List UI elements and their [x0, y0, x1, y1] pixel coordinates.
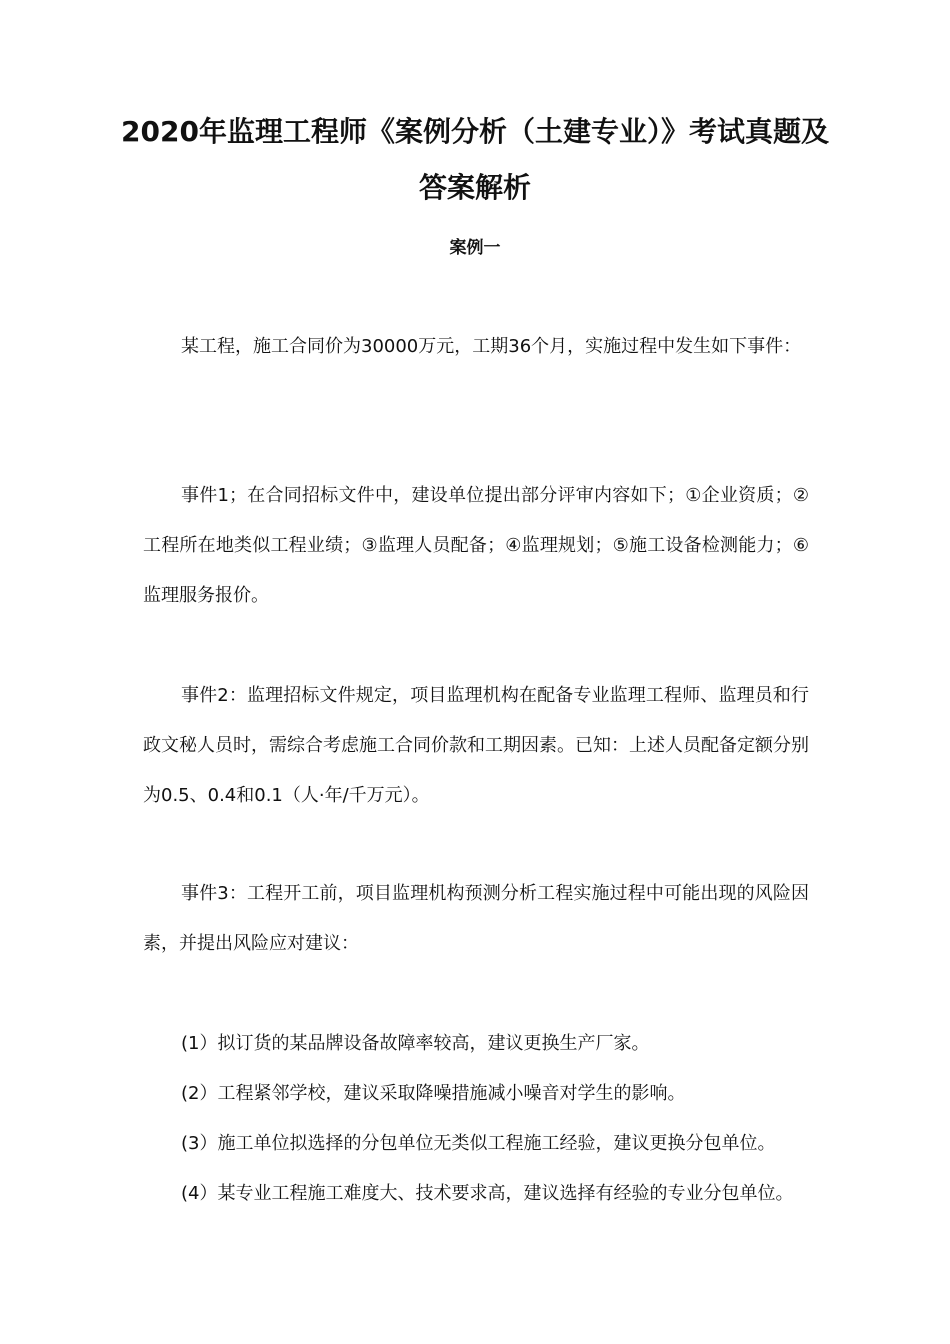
list-item: (2）工程紧邻学校，建议采取降噪措施减小噪音对学生的影响。	[181, 1083, 686, 1104]
paragraph-event-1: 事件1；在合同招标文件中，建设单位提出部分评审内容如下；①企业资质；②工程所在地类似工程业绩；③监理人员配备；④监理规划；⑤施工设备检测能力；⑥监理服务报价。	[143, 485, 809, 606]
paragraph-event-3: 事件3：工程开工前，项目监理机构预测分析工程实施过程中可能出现的风险因素，并提出风险应对建议：	[143, 883, 809, 954]
paragraph-intro: 某工程，施工合同价为30000万元，工期36个月，实施过程中发生如下事件：	[181, 336, 802, 357]
list-item: (4）某专业工程施工难度大、技术要求高，建议选择有经验的专业分包单位。	[181, 1183, 794, 1204]
paragraph-event-2: 事件2：监理招标文件规定，项目监理机构在配备专业监理工程师、监理员和行政文秘人员时，需综合考虑施工合同价款和工期因素。已知：上述人员配备定额分别为0.5、0.4和0.1（人·年/千万元）。	[143, 685, 809, 806]
document-title: 2020年监理工程师《案例分析（土建专业）》考试真题及答案解析	[121, 115, 829, 204]
list-item: (3）施工单位拟选择的分包单位无类似工程施工经验，建议更换分包单位。	[181, 1133, 776, 1154]
list-item: (1）拟订货的某品牌设备故障率较高，建议更换生产厂家。	[181, 1033, 650, 1054]
section-heading: 案例一	[449, 238, 501, 258]
